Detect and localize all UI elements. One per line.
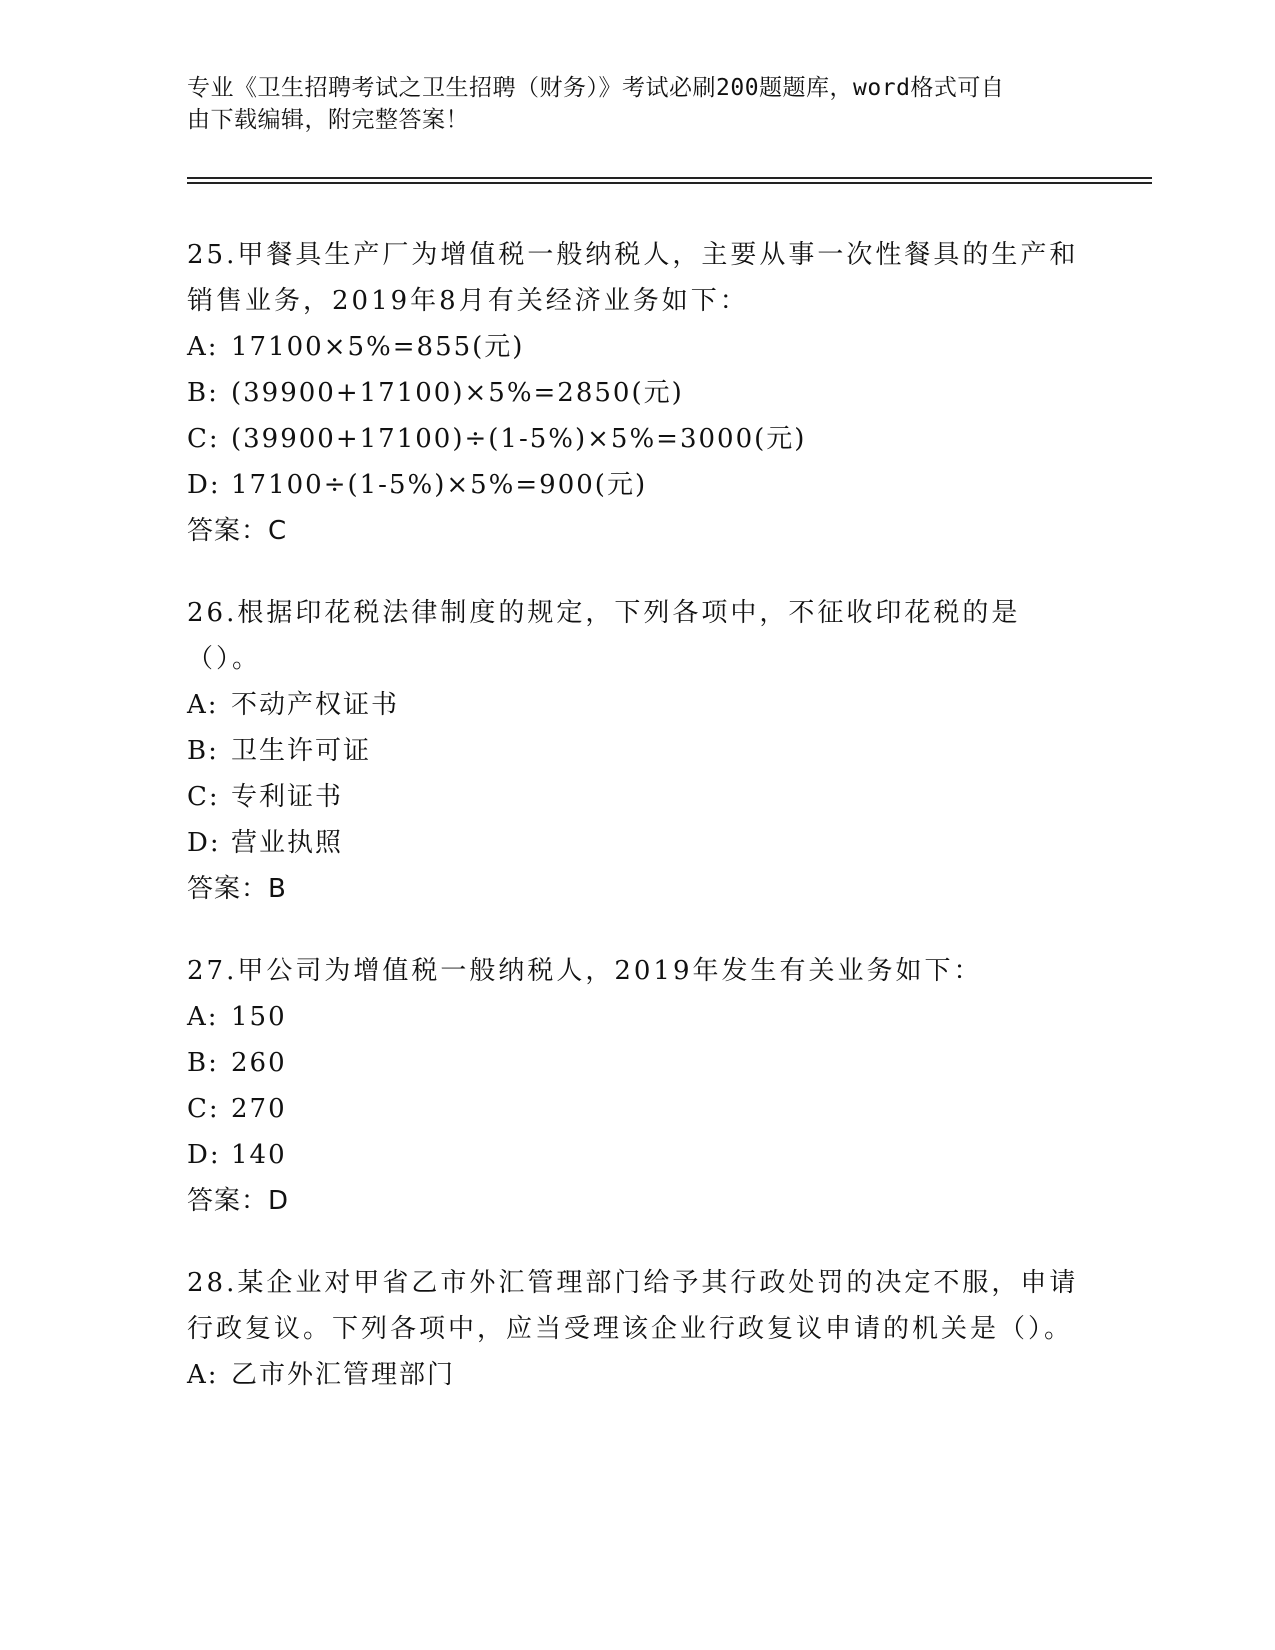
option-c bbox=[187, 774, 1087, 820]
option-text: 专利证书 bbox=[231, 782, 344, 812]
option-label: D: bbox=[187, 828, 221, 858]
option-label: B: bbox=[187, 736, 219, 766]
option-text: 乙市外汇管理部门 bbox=[231, 1360, 456, 1390]
option-label: A: bbox=[187, 332, 219, 362]
question-26 bbox=[187, 590, 1087, 912]
option-label: A: bbox=[187, 1002, 219, 1032]
option-a bbox=[187, 682, 1087, 728]
option-label: C: bbox=[187, 782, 220, 812]
option-d bbox=[187, 820, 1087, 866]
option-b bbox=[187, 1040, 1087, 1086]
option-text: 17100×5%=855(元) bbox=[231, 332, 525, 362]
option-text: 营业执照 bbox=[231, 828, 344, 858]
option-c bbox=[187, 416, 1087, 462]
header-rule-bottom bbox=[187, 182, 1152, 184]
option-text: (39900+17100)÷(1-5%)×5%=3000(元) bbox=[231, 424, 807, 454]
option-text: 270 bbox=[231, 1094, 287, 1124]
option-d bbox=[187, 462, 1087, 508]
option-label: B: bbox=[187, 1048, 219, 1078]
option-text: 不动产权证书 bbox=[231, 690, 400, 720]
header-rule-top bbox=[187, 177, 1152, 179]
header-line-1: 专业《卫生招聘考试之卫生招聘（财务）》考试必刷200题题库，word格式可自 bbox=[187, 75, 1005, 101]
question-28 bbox=[187, 1260, 1087, 1398]
option-label: C: bbox=[187, 1094, 220, 1124]
option-a bbox=[187, 1352, 1087, 1398]
option-text: 卫生许可证 bbox=[231, 736, 372, 766]
option-label: D: bbox=[187, 1140, 221, 1170]
document-header bbox=[187, 72, 1067, 136]
question-25 bbox=[187, 232, 1087, 554]
option-text: 17100÷(1-5%)×5%=900(元) bbox=[231, 470, 648, 500]
option-text: 150 bbox=[231, 1002, 287, 1032]
option-text: 260 bbox=[231, 1048, 287, 1078]
question-text: 27.甲公司为增值税一般纳税人，2019年发生有关业务如下： bbox=[187, 956, 983, 986]
option-label: B: bbox=[187, 378, 219, 408]
option-label: A: bbox=[187, 1360, 219, 1390]
option-text: 140 bbox=[231, 1140, 287, 1170]
option-c bbox=[187, 1086, 1087, 1132]
option-b bbox=[187, 728, 1087, 774]
option-label: C: bbox=[187, 424, 220, 454]
option-text: (39900+17100)×5%=2850(元) bbox=[231, 378, 684, 408]
question-text: 25.甲餐具生产厂为增值税一般纳税人，主要从事一次性餐具的生产和销售业务，2019年8月有关经济业务如下： bbox=[187, 240, 1079, 316]
header-line-2: 由下载编辑，附完整答案！ bbox=[187, 107, 469, 133]
question-text: 26.根据印花税法律制度的规定，下列各项中，不征收印花税的是（）。 bbox=[187, 598, 1021, 674]
answer: 答案：D bbox=[187, 1186, 290, 1216]
answer: 答案：C bbox=[187, 516, 288, 546]
option-a bbox=[187, 994, 1087, 1040]
option-label: D: bbox=[187, 470, 221, 500]
question-text: 28.某企业对甲省乙市外汇管理部门给予其行政处罚的决定不服，申请行政复议。下列各项中，应当受理该企业行政复议申请的机关是（）。 bbox=[187, 1268, 1079, 1344]
option-a bbox=[187, 324, 1087, 370]
option-d bbox=[187, 1132, 1087, 1178]
question-list bbox=[187, 232, 1087, 1434]
answer: 答案：B bbox=[187, 874, 287, 904]
option-b bbox=[187, 370, 1087, 416]
option-label: A: bbox=[187, 690, 219, 720]
question-27 bbox=[187, 948, 1087, 1224]
